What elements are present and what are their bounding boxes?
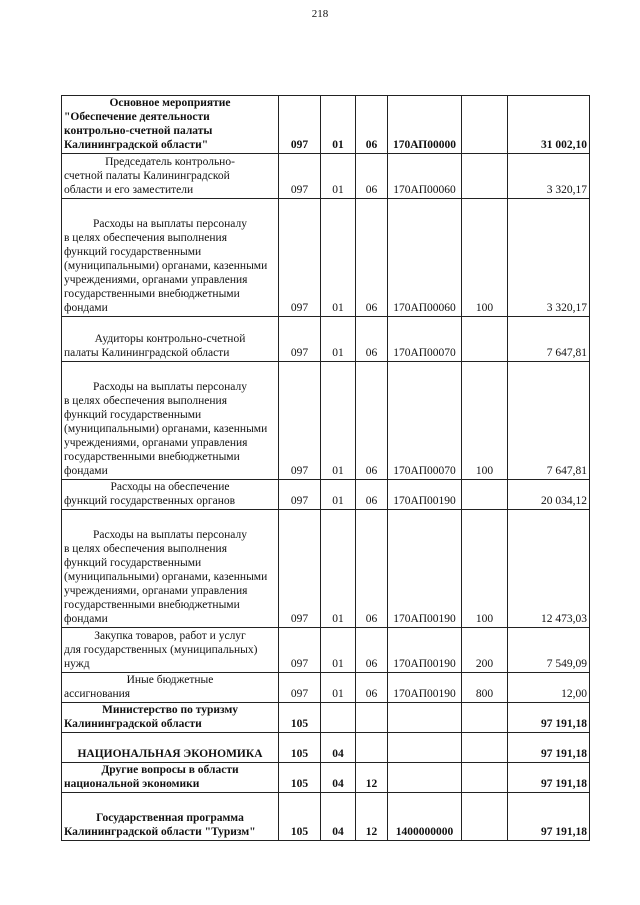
ved-code: 097 (279, 673, 321, 703)
row-name-line: счетной палаты Калининградской (64, 170, 230, 182)
amount: 97 191,18 (508, 793, 590, 841)
subsection-code: 06 (356, 673, 388, 703)
expense-type-code (462, 154, 508, 199)
subsection-code: 06 (356, 154, 388, 199)
row-name-line: Закупка товаров, работ и услуг (94, 630, 246, 642)
row-name (62, 154, 279, 199)
target-article-code (388, 733, 462, 763)
ved-code: 105 (279, 793, 321, 841)
row-name-line: функций государственных органов (64, 495, 236, 507)
row-name-line: Основное мероприятие (109, 97, 231, 109)
expense-type-code: 100 (462, 362, 508, 480)
section-code: 01 (321, 673, 356, 703)
table-row (62, 154, 590, 199)
row-name-line: учреждениями, органами управления (64, 274, 248, 286)
expense-type-code: 800 (462, 673, 508, 703)
subsection-code (356, 733, 388, 763)
row-name (62, 763, 279, 793)
table-row (62, 96, 590, 154)
ved-code: 097 (279, 317, 321, 362)
row-name-line: Калининградской области (64, 718, 202, 730)
expense-type-code (462, 317, 508, 362)
row-name (62, 793, 279, 841)
target-article-code: 170АП00070 (388, 317, 462, 362)
row-name-line: учреждениями, органами управления (64, 437, 248, 449)
section-code: 01 (321, 480, 356, 510)
target-article-code (388, 763, 462, 793)
subsection-code: 06 (356, 510, 388, 628)
ved-code: 097 (279, 480, 321, 510)
row-name-line: национальной экономики (64, 778, 200, 790)
row-name-line: Министерство по туризму (101, 704, 239, 716)
row-name-line: Расходы на выплаты персоналу (93, 218, 247, 230)
section-code: 04 (321, 763, 356, 793)
row-name-line: Другие вопросы в области (101, 764, 239, 776)
row-name-line: фондами (64, 613, 108, 625)
section-code: 01 (321, 199, 356, 317)
ved-code: 097 (279, 96, 321, 154)
table-row (62, 199, 590, 317)
target-article-code: 170АП00190 (388, 480, 462, 510)
row-name-line: функций государственными (64, 557, 202, 569)
target-article-code: 170АП00190 (388, 673, 462, 703)
row-name-line: государственными внебюджетными (64, 599, 240, 611)
section-code: 01 (321, 317, 356, 362)
subsection-code: 06 (356, 628, 388, 673)
amount: 3 320,17 (508, 154, 590, 199)
table-row (62, 793, 590, 841)
expense-type-code (462, 96, 508, 154)
row-name-line: Аудиторы контрольно-счетной (94, 333, 246, 345)
section-code: 01 (321, 154, 356, 199)
amount: 12,00 (508, 673, 590, 703)
row-name (62, 703, 279, 733)
row-name-line: палаты Калининградской области (64, 347, 230, 359)
row-name-line: Государственная программа (96, 812, 244, 824)
expense-type-code (462, 480, 508, 510)
amount: 7 549,09 (508, 628, 590, 673)
amount: 3 320,17 (508, 199, 590, 317)
target-article-code: 1400000000 (388, 793, 462, 841)
table-row (62, 362, 590, 480)
row-name-line: в целях обеспечения выполнения (64, 395, 227, 407)
row-name (62, 480, 279, 510)
row-name (62, 733, 279, 763)
subsection-code: 06 (356, 96, 388, 154)
table-row (62, 317, 590, 362)
expense-type-code: 100 (462, 199, 508, 317)
expense-type-code (462, 763, 508, 793)
row-name-line: НАЦИОНАЛЬНАЯ ЭКОНОМИКА (77, 748, 263, 760)
row-name-line: фондами (64, 302, 108, 314)
subsection-code (356, 703, 388, 733)
subsection-code: 06 (356, 199, 388, 317)
target-article-code: 170АП00060 (388, 154, 462, 199)
expense-type-code: 200 (462, 628, 508, 673)
row-name-line: нужд (64, 658, 90, 670)
row-name (62, 362, 279, 480)
target-article-code: 170АП00190 (388, 628, 462, 673)
row-name-line: государственными внебюджетными (64, 451, 240, 463)
row-name-line: функций государственными (64, 246, 202, 258)
section-code: 01 (321, 628, 356, 673)
row-name-line: контрольно-счетной палаты (64, 125, 213, 137)
row-name (62, 673, 279, 703)
amount: 97 191,18 (508, 763, 590, 793)
amount: 7 647,81 (508, 362, 590, 480)
ved-code: 097 (279, 510, 321, 628)
row-name (62, 199, 279, 317)
row-name-line: (муниципальными) органами, казенными (64, 260, 268, 272)
row-name-line: Калининградской области" (64, 139, 209, 151)
ved-code: 105 (279, 763, 321, 793)
target-article-code: 170АП00060 (388, 199, 462, 317)
section-code: 04 (321, 733, 356, 763)
row-name-line: в целях обеспечения выполнения (64, 232, 227, 244)
section-code: 01 (321, 96, 356, 154)
subsection-code: 12 (356, 793, 388, 841)
amount: 20 034,12 (508, 480, 590, 510)
table-row (62, 673, 590, 703)
row-name-line: области и его заместители (64, 184, 194, 196)
row-name (62, 628, 279, 673)
expense-type-code (462, 703, 508, 733)
amount: 97 191,18 (508, 733, 590, 763)
row-name-line: Председатель контрольно- (105, 156, 235, 168)
ved-code: 105 (279, 733, 321, 763)
section-code: 01 (321, 510, 356, 628)
row-name (62, 510, 279, 628)
row-name (62, 96, 279, 154)
section-code: 01 (321, 362, 356, 480)
target-article-code: 170АП00070 (388, 362, 462, 480)
table-row (62, 628, 590, 673)
amount: 31 002,10 (508, 96, 590, 154)
section-code (321, 703, 356, 733)
row-name-line: (муниципальными) органами, казенными (64, 571, 268, 583)
row-name-line: ассигнования (64, 688, 131, 700)
ved-code: 105 (279, 703, 321, 733)
row-name (62, 317, 279, 362)
row-name-line: (муниципальными) органами, казенными (64, 423, 268, 435)
row-name-line: Расходы на обеспечение (110, 481, 230, 493)
row-name-line: учреждениями, органами управления (64, 585, 248, 597)
expense-type-code (462, 733, 508, 763)
subsection-code: 06 (356, 317, 388, 362)
expense-type-code: 100 (462, 510, 508, 628)
amount: 7 647,81 (508, 317, 590, 362)
subsection-code: 12 (356, 763, 388, 793)
row-name-line: для государственных (муниципальных) (64, 644, 258, 656)
subsection-code: 06 (356, 362, 388, 480)
page-number: 218 (311, 8, 329, 20)
row-name-line: фондами (64, 465, 108, 477)
row-name-line: Иные бюджетные (126, 674, 214, 686)
ved-code: 097 (279, 628, 321, 673)
row-name-line: Расходы на выплаты персоналу (93, 529, 247, 541)
amount: 12 473,03 (508, 510, 590, 628)
target-article-code: 170АП00000 (388, 96, 462, 154)
subsection-code: 06 (356, 480, 388, 510)
target-article-code (388, 703, 462, 733)
row-name-line: государственными внебюджетными (64, 288, 240, 300)
table-row (62, 763, 590, 793)
row-name-line: "Обеспечение деятельности (64, 111, 210, 123)
row-name-line: в целях обеспечения выполнения (64, 543, 227, 555)
table-row (62, 510, 590, 628)
expense-type-code (462, 793, 508, 841)
table-row (62, 703, 590, 733)
ved-code: 097 (279, 362, 321, 480)
table-row (62, 733, 590, 763)
amount: 97 191,18 (508, 703, 590, 733)
target-article-code: 170АП00190 (388, 510, 462, 628)
row-name-line: Калининградской области "Туризм" (64, 826, 256, 838)
ved-code: 097 (279, 154, 321, 199)
row-name-line: Расходы на выплаты персоналу (93, 381, 247, 393)
table-row (62, 480, 590, 510)
ved-code: 097 (279, 199, 321, 317)
section-code: 04 (321, 793, 356, 841)
budget-table (61, 95, 590, 841)
row-name-line: функций государственными (64, 409, 202, 421)
